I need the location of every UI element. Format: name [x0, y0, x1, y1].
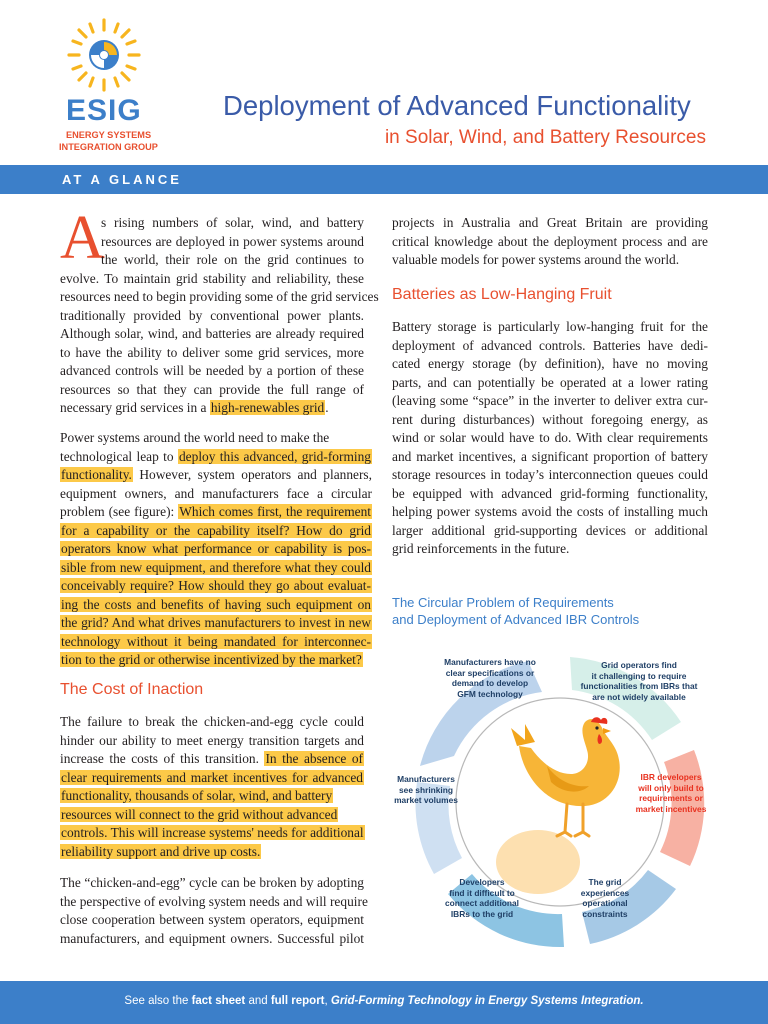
footer-text: , — [324, 995, 331, 1007]
text-line: deployment of advanced controls. Batteries have dedi- — [392, 337, 708, 353]
text-line: and market incentives, a significant proportion of battery — [392, 448, 708, 464]
label-line: it challenging to require — [591, 670, 687, 681]
text-line: equipment owners, and manufacturers face a circular — [60, 485, 372, 501]
footer-text: and — [245, 995, 271, 1007]
text-line: The failure to break the chicken-and-egg cycle could — [60, 714, 364, 729]
fact-sheet-link[interactable]: fact sheet — [191, 995, 246, 1007]
label-line: market incentives — [635, 803, 707, 814]
text-line: rent during disturbances) without foregoing energy, as — [392, 411, 708, 427]
label-line: IBRs to the grid — [450, 908, 514, 919]
text-line: wind or solar would have to do. With clear requirements — [392, 430, 708, 445]
highlighted-text: In the absence of — [265, 751, 363, 766]
label-line: market volumes — [394, 795, 458, 805]
logo-line2: INTEGRATION GROUP — [59, 142, 158, 152]
label-line: IBR developers — [640, 772, 702, 782]
text-line: evolve. To maintain grid stability and reliability, these — [60, 270, 364, 286]
text-line — [60, 750, 364, 769]
cycle-label-ibr-developers — [626, 772, 716, 814]
highlighted-text: conceivably require? How should they go about evaluat- — [61, 578, 371, 593]
highlighted-text: resources will connect to the grid without advanced — [61, 806, 338, 822]
text-line — [60, 614, 372, 633]
label-line: find it difficult to — [449, 887, 515, 898]
text-line: (leaving some “space” in the inverter to deliver extra cur- — [392, 393, 708, 408]
label-line: experiences — [580, 887, 630, 898]
left-paragraph-2 — [60, 429, 372, 670]
label-line: clear specifications or — [445, 667, 535, 678]
left-paragraph-1 — [60, 204, 379, 418]
figure-title-line: and Deployment of Advanced IBR Controls — [392, 612, 640, 627]
banner-label: AT A GLANCE — [62, 172, 182, 187]
text-line: valuable models for power systems around the world. — [392, 252, 680, 267]
label-line: Grid operators find — [601, 660, 677, 670]
drop-cap: A — [60, 204, 105, 272]
cycle-label-developers — [432, 877, 532, 919]
label-line: constraints — [582, 908, 628, 919]
highlighted-text: the grid? And what drives manufacturers to invest in new — [61, 615, 371, 630]
highlighted-text: high-renewables grid — [210, 400, 325, 415]
text-line: resources need to begin providing some of the grid services — [60, 289, 379, 304]
label-line: Manufacturers — [397, 774, 455, 784]
text-line: grid reinforcements in the future. — [392, 541, 570, 556]
at-a-glance-banner — [0, 165, 768, 194]
text-line: be equipped with advanced grid-forming functionality, — [392, 485, 708, 501]
label-line: see shrinking — [399, 784, 453, 795]
label-line: requirements or — [639, 793, 703, 803]
circular-problem-figure — [392, 636, 728, 968]
text-line — [60, 540, 372, 559]
sun-icon — [65, 16, 143, 94]
left-paragraph-3 — [60, 713, 364, 861]
text-line: advanced controls will be needed by a portion of these — [60, 363, 364, 378]
text-run: technological leap to — [60, 448, 178, 464]
highlighted-text: sible from new equipment, and therefore what they could — [61, 559, 371, 575]
right-paragraph-2 — [392, 318, 708, 559]
text-line: cated energy storage (by definition), have no moving — [392, 356, 708, 371]
text-line: close cooperation between system operators, equipment — [60, 912, 364, 927]
label-line: demand to develop — [451, 678, 529, 688]
text-line: storage resources in today’s interconnection queues could — [392, 467, 708, 482]
text-line — [60, 633, 372, 652]
label-line: will only build to — [638, 782, 704, 793]
text-run: problem (see figure): — [60, 504, 179, 519]
text-line — [60, 399, 364, 418]
text-line — [60, 787, 364, 806]
label-line: The grid — [588, 877, 622, 887]
highlighted-text: Which comes first, the requirement — [179, 504, 371, 519]
text-line: Power systems around the world need to make the — [60, 430, 330, 445]
text-run: necessary grid services in a — [60, 400, 210, 415]
footer-text: See also the — [124, 995, 192, 1007]
highlighted-text: controls. This will increase systems' needs for additional — [61, 825, 364, 840]
text-line — [60, 651, 372, 670]
text-line: critical knowledge about the deployment process and are — [392, 233, 708, 249]
text-line — [60, 466, 372, 485]
full-report-link[interactable]: full report — [270, 995, 325, 1007]
text-line: parts, and can potentially be operated at a lower rating — [392, 374, 708, 390]
report-title: Grid-Forming Technology in Energy Systems Integration. — [330, 995, 644, 1007]
label-line: connect additional — [445, 898, 519, 908]
highlighted-text: reliability support and drive up costs. — [61, 843, 261, 859]
text-run: However, system operators and planners, — [132, 467, 372, 482]
label-line: functionalities from IBRs that — [580, 681, 698, 691]
highlighted-text: technology without it being mandated for interconnec- — [61, 633, 371, 649]
text-run: . — [325, 400, 329, 415]
page-title: Deployment of Advanced Functionality — [223, 90, 691, 121]
cycle-label-grid-operators — [574, 660, 704, 702]
text-line: Battery storage is particularly low-hanging fruit for the — [392, 319, 708, 334]
left-paragraph-4 — [60, 874, 368, 948]
highlighted-text: tion to the grid or otherwise incentivized by the market? — [61, 652, 362, 667]
text-line: the world, their role on the grid continues to — [101, 252, 364, 267]
section-heading-batteries: Batteries as Low-Hanging Fruit — [392, 286, 612, 303]
highlighted-text: ing the costs and benefits of having such equipment on — [61, 596, 371, 612]
label-line: Developers — [459, 877, 505, 887]
esig-logo[interactable] — [50, 16, 160, 156]
footer-bar — [0, 981, 768, 1024]
text-line — [60, 596, 372, 615]
text-line — [60, 503, 372, 522]
text-line: traditionally provided by conventional power plants. — [60, 307, 364, 323]
cycle-label-manufacturers-no-specs — [430, 657, 550, 699]
label-line: Manufacturers have no — [444, 657, 536, 667]
text-line: resources are deployed in power systems around — [101, 233, 364, 249]
text-line — [60, 769, 364, 788]
text-line: Although solar, wind, and batteries are already required — [60, 326, 364, 341]
text-line: manufacturers, and equipment owners. Successful pilot — [60, 930, 364, 946]
highlighted-text: for a capability or the capability itself? How do grid — [61, 522, 371, 538]
label-line: operational — [582, 898, 628, 908]
label-line: are not widely available — [592, 691, 686, 702]
logo-name: ESIG — [66, 94, 142, 127]
highlighted-text: functionality. — [61, 467, 132, 482]
figure-title — [392, 594, 639, 628]
text-line — [60, 522, 372, 541]
text-line: The “chicken-and-egg” cycle can be broken by adopting — [60, 875, 364, 890]
chicken-icon — [511, 717, 620, 836]
text-line: helping power systems avoid the costs of installing much — [392, 504, 708, 519]
text-line — [60, 559, 372, 578]
text-line — [60, 448, 372, 467]
highlighted-text: deploy this advanced, grid-forming — [178, 448, 371, 464]
page-subtitle: in Solar, Wind, and Battery Resources — [384, 127, 706, 148]
text-line: the perspective of evolving system needs and will require — [60, 893, 368, 909]
text-line — [60, 577, 372, 596]
highlighted-text: operators know what performance or capability is pos- — [61, 541, 371, 556]
text-line: larger additional grid-supporting devices or additional — [392, 522, 708, 538]
cycle-label-shrinking-markets — [386, 774, 466, 806]
section-heading-cost-of-inaction: The Cost of Inaction — [60, 681, 204, 698]
text-line — [60, 843, 364, 862]
right-paragraph-1 — [392, 214, 708, 270]
text-line — [60, 806, 364, 825]
text-line: resources so that they can provide the full range of — [60, 381, 364, 397]
text-line — [60, 824, 364, 843]
text-line: hinder our ability to meet energy transition targets and — [60, 732, 364, 748]
text-run: increase the costs of this transition. — [60, 751, 265, 766]
logo-line1: ENERGY SYSTEMS — [66, 130, 152, 140]
highlighted-text: functionality, thousands of solar, wind, and battery — [61, 788, 333, 803]
figure-title-line: The Circular Problem of Requirements — [392, 595, 614, 610]
text-line: s rising numbers of solar, wind, and battery — [101, 215, 364, 230]
label-line: GFM technology — [457, 688, 523, 699]
highlighted-text: clear requirements and market incentives for advanced — [61, 769, 363, 785]
cycle-label-grid-constraints — [570, 877, 640, 919]
text-line: projects in Australia and Great Britain are providing — [392, 215, 708, 230]
text-line: to have the ability to deliver some grid services, more — [60, 344, 364, 360]
